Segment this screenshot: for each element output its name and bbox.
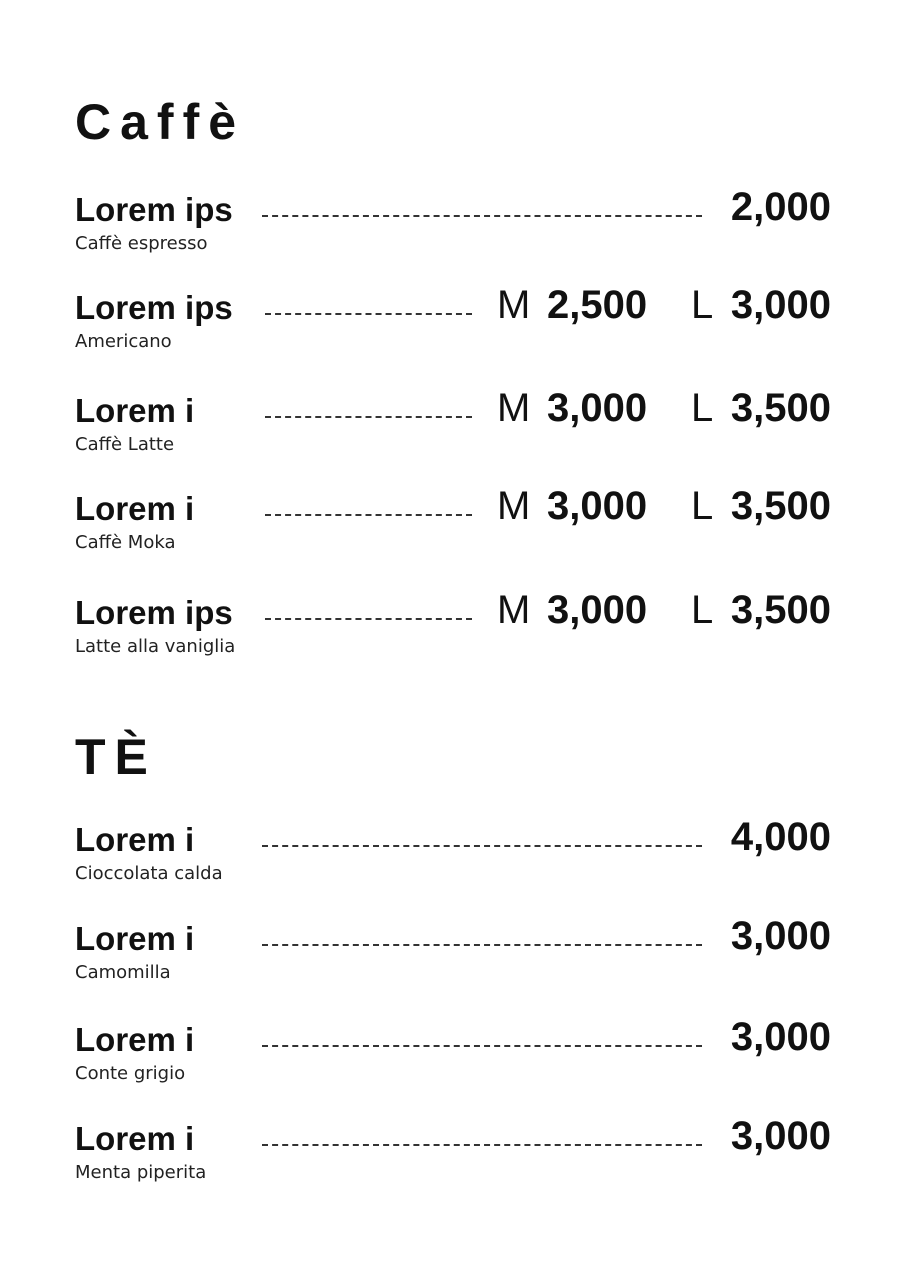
item-name: Lorem i	[75, 1120, 195, 1157]
item-subtitle: Camomilla	[75, 962, 171, 983]
menu-item	[75, 588, 835, 676]
item-subtitle: Conte grigio	[75, 1063, 186, 1084]
menu-item	[75, 283, 835, 371]
price-large: 3,500	[730, 484, 831, 528]
item-name: Lorem i	[75, 1021, 195, 1058]
price-medium: 3,000	[547, 588, 648, 632]
dotted-leader	[265, 618, 472, 620]
item-price: 3,000	[730, 914, 831, 958]
item-subtitle: Latte alla vaniglia	[75, 636, 236, 657]
item-subtitle: Caffè Moka	[75, 532, 176, 553]
item-name: Lorem ips	[75, 289, 233, 326]
item-subtitle: Caffè Latte	[75, 434, 175, 455]
dotted-leader	[262, 1045, 702, 1047]
item-price: 2,000	[730, 185, 831, 229]
size-m-label: M	[497, 386, 531, 430]
menu-item	[75, 815, 835, 903]
size-l-label: L	[691, 386, 714, 430]
size-l-label: L	[691, 588, 714, 632]
dotted-leader	[262, 944, 702, 946]
size-l-label: L	[691, 484, 714, 528]
section-title-te: TÈ	[75, 729, 157, 785]
size-m-label: M	[497, 588, 531, 632]
price-medium: 3,000	[547, 386, 648, 430]
dotted-leader	[265, 313, 472, 315]
menu-item	[75, 185, 835, 273]
section-title-caffe: Caffè	[75, 94, 246, 150]
item-name: Lorem ips	[75, 191, 233, 228]
item-price: 4,000	[730, 815, 831, 859]
price-medium: 3,000	[547, 484, 648, 528]
item-subtitle: Cioccolata calda	[75, 863, 223, 884]
menu-item	[75, 1015, 835, 1103]
item-price: 3,000	[730, 1015, 831, 1059]
size-m-label: M	[497, 283, 531, 327]
size-m-label: M	[497, 484, 531, 528]
item-name: Lorem i	[75, 392, 195, 429]
menu-item	[75, 386, 835, 474]
menu-item	[75, 914, 835, 1002]
item-price: 3,000	[730, 1114, 831, 1158]
dotted-leader	[262, 845, 702, 847]
item-name: Lorem ips	[75, 594, 233, 631]
item-name: Lorem i	[75, 920, 195, 957]
size-l-label: L	[691, 283, 714, 327]
item-name: Lorem i	[75, 821, 195, 858]
item-name: Lorem i	[75, 490, 195, 527]
item-subtitle: Caffè espresso	[75, 233, 208, 254]
item-subtitle: Menta piperita	[75, 1162, 207, 1183]
menu-item	[75, 1114, 835, 1202]
dotted-leader	[265, 514, 472, 516]
dotted-leader	[265, 416, 472, 418]
dotted-leader	[262, 1144, 702, 1146]
menu-item	[75, 484, 835, 572]
item-subtitle: Americano	[75, 331, 172, 352]
price-large: 3,500	[730, 386, 831, 430]
price-large: 3,000	[730, 283, 831, 327]
price-large: 3,500	[730, 588, 831, 632]
dotted-leader	[262, 215, 702, 217]
price-medium: 2,500	[547, 283, 648, 327]
